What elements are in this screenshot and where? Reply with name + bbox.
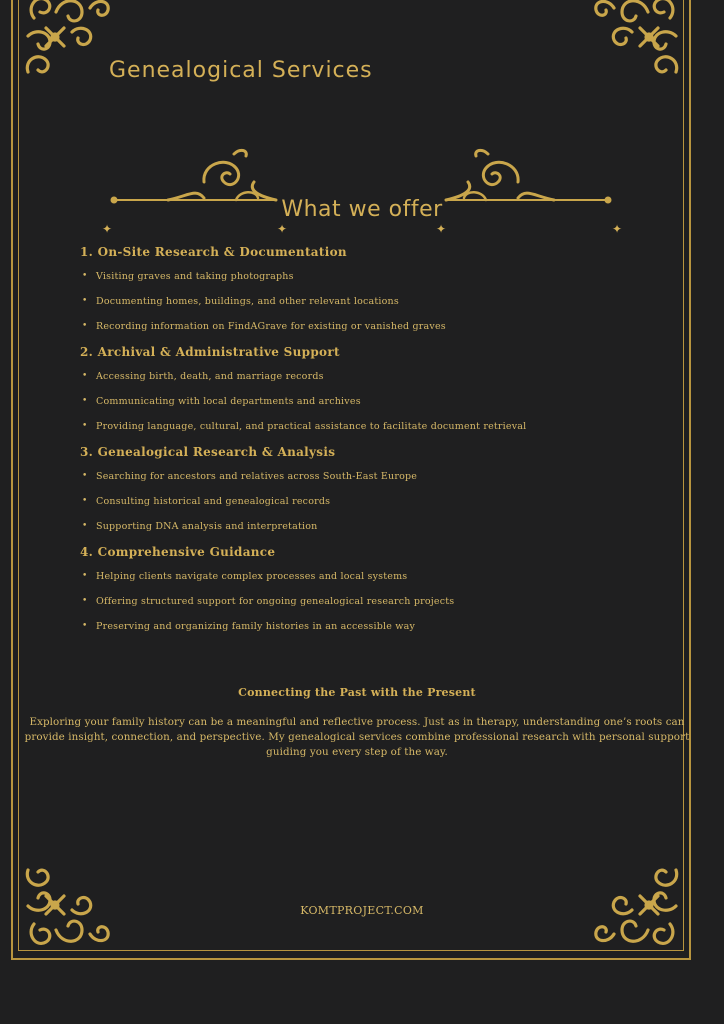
- bullet-icon: •: [82, 521, 88, 531]
- list-item-text: Consulting historical and genealogical records: [96, 496, 331, 507]
- closing-paragraph: Exploring your family history can be a meaningful and reflective process. Just as in therapy, understanding one’s roots can provide insight, connection, and perspective. My genealogical services combine professional research with personal support guiding you every step of the way.: [24, 716, 690, 758]
- offer-items: [80, 464, 660, 539]
- offer-heading: 2. Archival & Administrative Support: [80, 345, 340, 359]
- list-item: [80, 514, 660, 539]
- offer-group: [80, 243, 660, 339]
- offer-group: [80, 543, 660, 639]
- list-item: [80, 489, 660, 514]
- bullet-icon: •: [82, 596, 88, 606]
- sparkle-icon: ✦: [436, 222, 447, 236]
- brand-title: Genealogical Services: [109, 58, 373, 83]
- sparkle-icon: ✦: [102, 222, 113, 236]
- list-item-text: Communicating with local departments and archives: [96, 396, 361, 407]
- list-item: [80, 589, 660, 614]
- list-item: [80, 289, 660, 314]
- list-item-text: Helping clients navigate complex processes and local systems: [96, 571, 408, 582]
- bullet-icon: •: [82, 496, 88, 506]
- list-item: [80, 464, 660, 489]
- offer-heading: 1. On-Site Research & Documentation: [80, 245, 347, 259]
- list-item-text: Accessing birth, death, and marriage records: [96, 371, 324, 382]
- offer-group: [80, 443, 660, 539]
- list-item-text: Preserving and organizing family histories in an accessible way: [96, 621, 416, 632]
- list-item-text: Searching for ancestors and relatives across South-East Europe: [96, 471, 418, 482]
- bullet-icon: •: [82, 296, 88, 306]
- website-link[interactable]: KOMTPROJECT.COM: [300, 904, 424, 917]
- list-item: [80, 414, 660, 439]
- bullet-icon: •: [82, 621, 88, 631]
- list-item: [80, 564, 660, 589]
- sparkle-icon: ✦: [612, 222, 623, 236]
- corner-ornament-icon: [576, 842, 688, 954]
- offers-list: [80, 243, 660, 643]
- corner-ornament-icon: [576, 0, 688, 100]
- offer-items: [80, 564, 660, 639]
- list-item-text: Offering structured support for ongoing genealogical research projects: [96, 596, 455, 607]
- list-item-text: Supporting DNA analysis and interpretation: [96, 521, 318, 532]
- corner-ornament-icon: [16, 842, 128, 954]
- offer-heading: 4. Comprehensive Guidance: [80, 545, 276, 559]
- bullet-icon: •: [82, 471, 88, 481]
- list-item: [80, 614, 660, 639]
- sparkle-icon: ✦: [277, 222, 288, 236]
- corner-ornament-icon: [16, 0, 128, 100]
- offer-items: [80, 364, 660, 439]
- bullet-icon: •: [82, 271, 88, 281]
- closing-title: Connecting the Past with the Present: [238, 686, 476, 699]
- list-item: [80, 389, 660, 414]
- list-item-text: Providing language, cultural, and practical assistance to facilitate document retrieval: [96, 421, 527, 432]
- list-item-text: Recording information on FindAGrave for existing or vanished graves: [96, 321, 446, 332]
- offer-items: [80, 264, 660, 339]
- section-title: What we offer: [281, 197, 443, 222]
- list-item-text: Documenting homes, buildings, and other relevant locations: [96, 296, 399, 307]
- bullet-icon: •: [82, 571, 88, 581]
- list-item: [80, 264, 660, 289]
- list-item-text: Visiting graves and taking photographs: [96, 271, 294, 282]
- list-item: [80, 314, 660, 339]
- bullet-icon: •: [82, 371, 88, 381]
- bullet-icon: •: [82, 421, 88, 431]
- bullet-icon: •: [82, 396, 88, 406]
- bullet-icon: •: [82, 321, 88, 331]
- offer-heading: 3. Genealogical Research & Analysis: [80, 445, 336, 459]
- list-item: [80, 364, 660, 389]
- offer-group: [80, 343, 660, 439]
